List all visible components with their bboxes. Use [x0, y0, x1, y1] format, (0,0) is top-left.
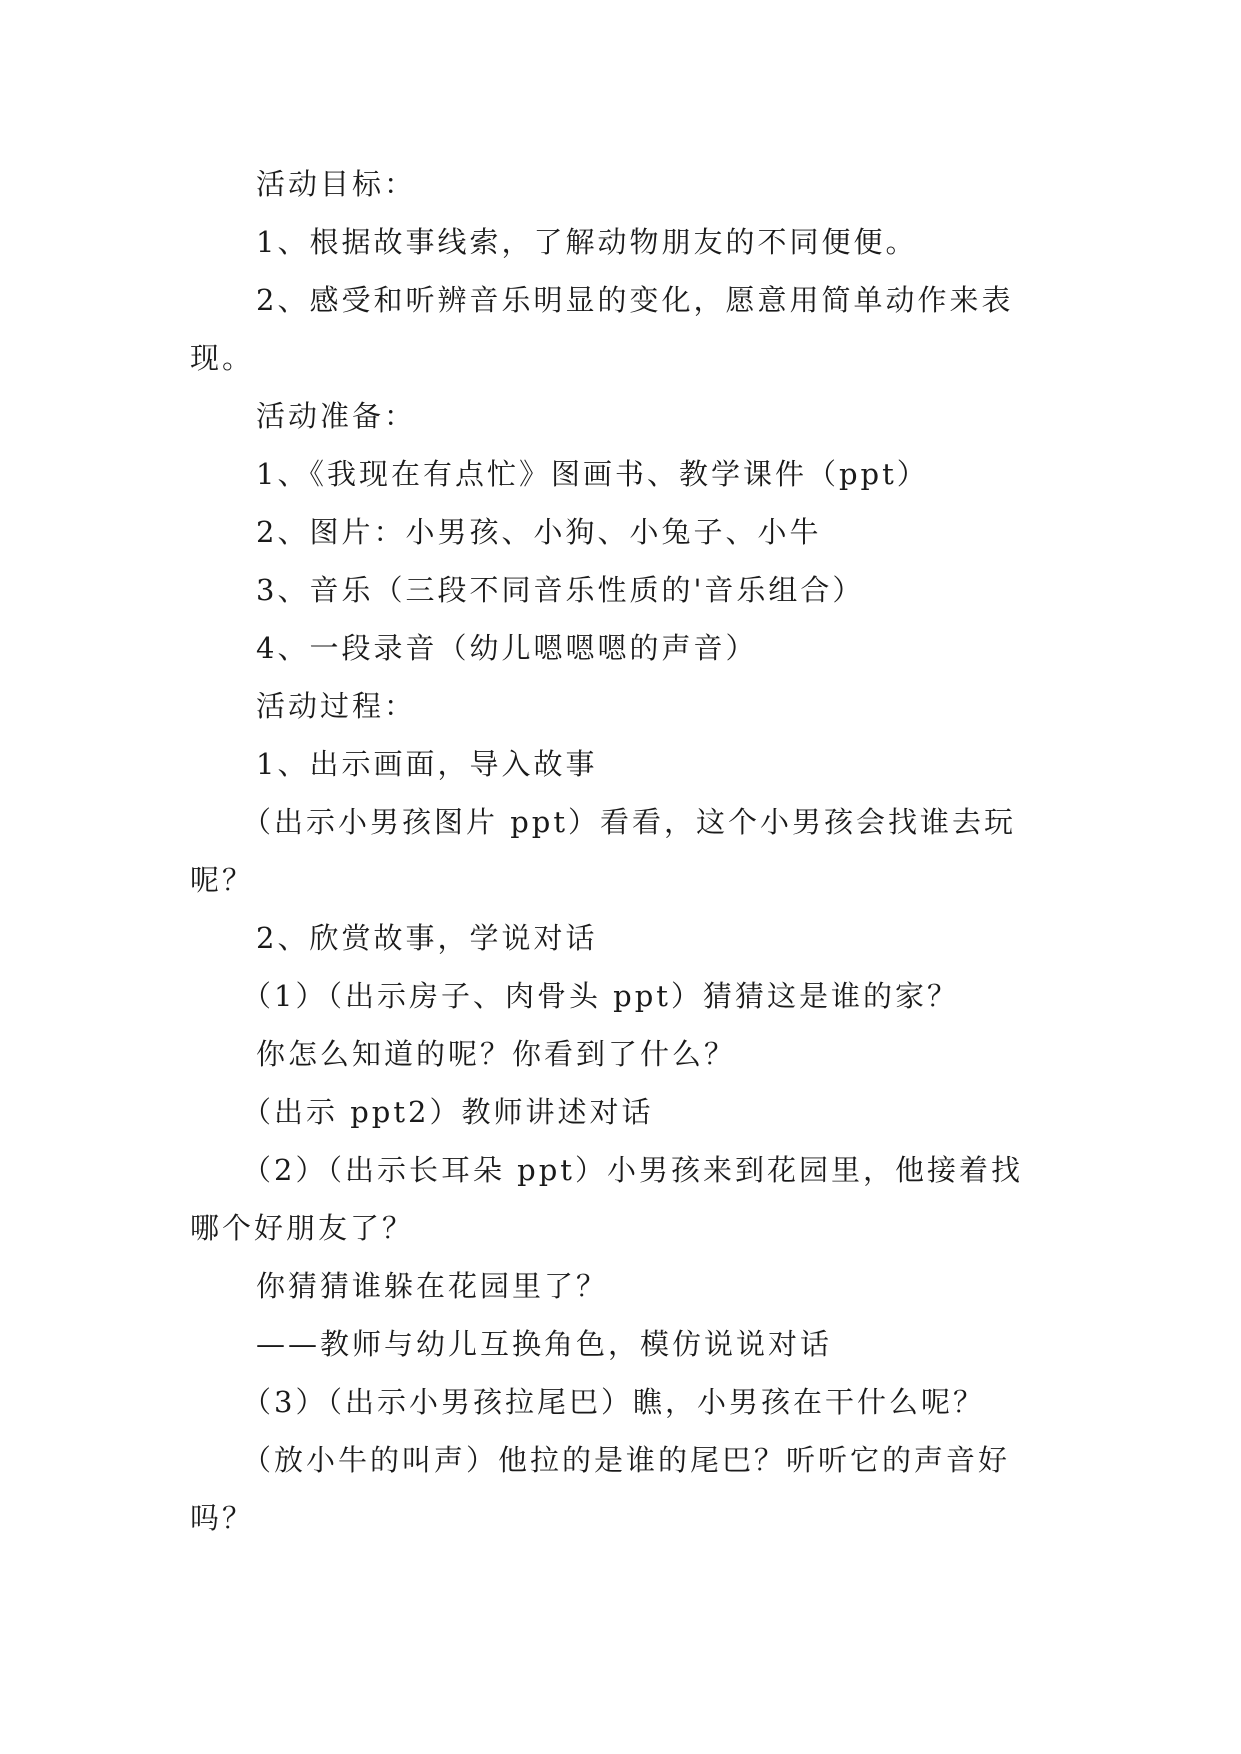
process-step-1: 1、出示画面，导入故事: [256, 747, 598, 781]
section-heading-goals: 活动目标：: [256, 167, 417, 201]
process-step-2-sub-1-question: 你怎么知道的呢？你看到了什么？: [256, 1037, 737, 1071]
preparation-item-2: 2、图片：小男孩、小狗、小兔子、小牛: [256, 515, 822, 549]
goal-item-2-continued: 现。: [190, 341, 255, 375]
process-step-2-sub-3-question: （放小牛的叫声）他拉的是谁的尾巴？听听它的声音好: [242, 1443, 1011, 1477]
process-step-2-sub-2-question: 你猜猜谁躲在花园里了？: [256, 1269, 609, 1303]
process-step-2-sub-2-continued: 哪个好朋友了？: [190, 1211, 415, 1245]
preparation-item-1: 1、《我现在有点忙》图画书、教学课件（ppt）: [256, 457, 929, 491]
preparation-item-3: 3、音乐（三段不同音乐性质的'音乐组合）: [256, 573, 865, 607]
goal-item-1: 1、根据故事线索，了解动物朋友的不同便便。: [256, 225, 918, 259]
process-step-2-sub-1: （1）（出示房子、肉骨头 ppt）猜猜这是谁的家？: [242, 979, 959, 1013]
process-step-1-text: （出示小男孩图片 ppt）看看，这个小男孩会找谁去玩: [242, 805, 1017, 839]
process-step-2-sub-2-note: ——教师与幼儿互换角色，模仿说说对话: [256, 1327, 833, 1361]
process-step-2-sub-1-note: （出示 ppt2）教师讲述对话: [242, 1095, 654, 1129]
process-step-1-text-continued: 呢？: [190, 863, 255, 897]
process-step-2-sub-2: （2）（出示长耳朵 ppt）小男孩来到花园里，他接着找: [242, 1153, 1023, 1187]
goal-item-2: 2、感受和听辨音乐明显的变化，愿意用简单动作来表: [256, 283, 1014, 317]
preparation-item-4: 4、一段录音（幼儿嗯嗯嗯的声音）: [256, 631, 758, 665]
process-step-2: 2、欣赏故事，学说对话: [256, 921, 598, 955]
process-step-2-sub-3: （3）（出示小男孩拉尾巴）瞧，小男孩在干什么呢？: [242, 1385, 985, 1419]
document-body: [190, 155, 1050, 1547]
section-heading-process: 活动过程：: [256, 689, 417, 723]
section-heading-preparation: 活动准备：: [256, 399, 417, 433]
process-step-2-sub-3-question-continued: 吗？: [190, 1501, 255, 1535]
